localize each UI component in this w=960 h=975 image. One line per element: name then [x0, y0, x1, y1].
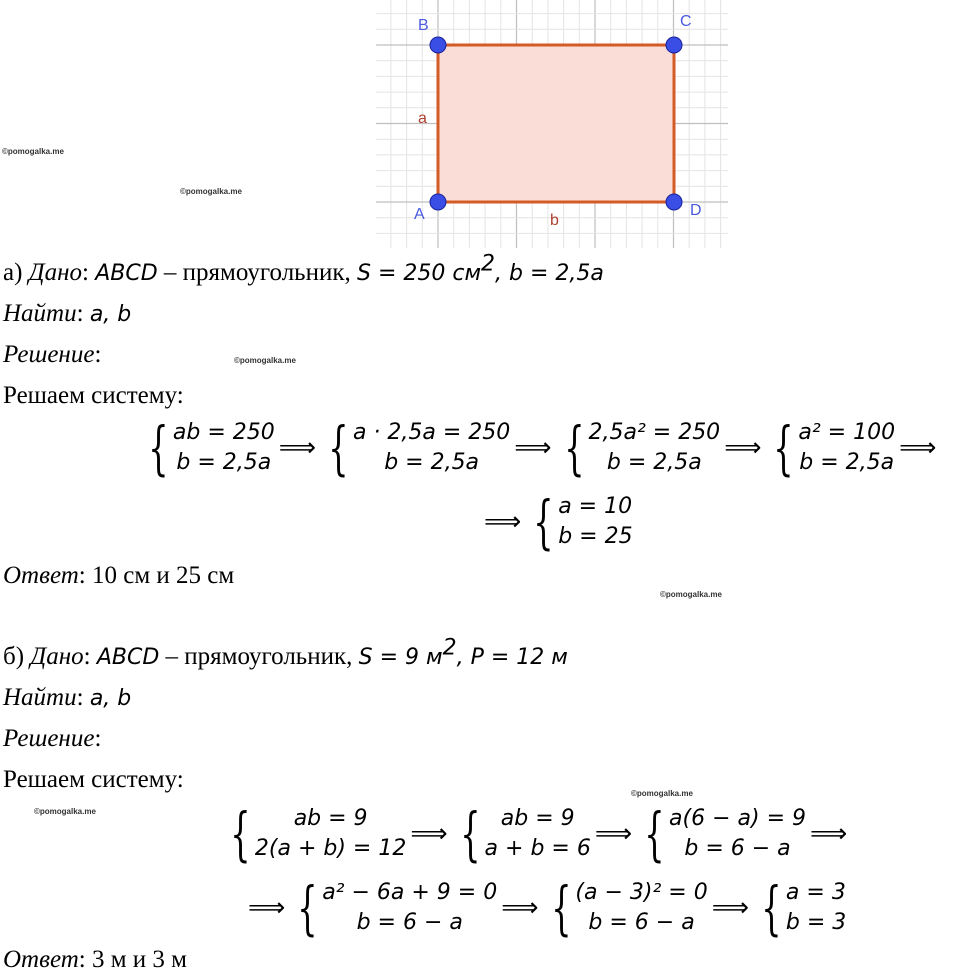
point-a: [430, 194, 446, 210]
part-a-answer: Ответ: 10 см и 25 см: [3, 562, 235, 589]
system: { ab = 250 b = 2,5a: [148, 414, 275, 482]
watermark: ©pomogalka.me: [660, 590, 722, 599]
implies-arrow: ⟹: [484, 507, 522, 537]
part-b-solve-text: Решаем систему:: [3, 766, 184, 793]
implies-arrow: ⟹: [711, 893, 750, 923]
implies-arrow: ⟹: [410, 819, 448, 849]
system: { a = 3 b = 3: [761, 874, 847, 942]
point-c: [666, 37, 682, 53]
watermark: ©pomogalka.me: [34, 807, 96, 816]
implies-arrow: ⟹: [899, 433, 937, 463]
rectangle-figure: [376, 0, 728, 248]
label-side-a: a: [418, 110, 427, 127]
system: { 2,5a² = 250 b = 2,5a: [563, 414, 721, 482]
watermark: ©pomogalka.me: [234, 356, 296, 365]
implies-arrow: ⟹: [810, 819, 848, 849]
implies-arrow: ⟹: [278, 433, 317, 463]
system: { ab = 9 a + b = 6: [459, 800, 591, 868]
label-b-vertex: B: [418, 17, 429, 34]
part-a-find: Найти: a, b: [3, 300, 132, 327]
part-b-solution-label: Решение:: [3, 725, 102, 752]
rectangle-abcd: [438, 45, 674, 202]
implies-arrow: ⟹: [248, 893, 286, 923]
part-a-systems: [140, 414, 940, 482]
system: { a² = 100 b = 2,5a: [773, 414, 896, 482]
implies-arrow: ⟹: [724, 433, 762, 463]
system: { (a − 3)² = 0 b = 6 − a: [550, 874, 708, 942]
point-d: [666, 194, 682, 210]
part-b-systems-row1: [222, 800, 851, 868]
system: { a · 2,5a = 250 b = 2,5a: [328, 414, 511, 482]
implies-arrow: ⟹: [501, 893, 539, 923]
part-b-given: б) Дано: ABCD – прямоугольник, S = 9 $м^2$, P = 12 м: [3, 635, 568, 670]
part-b-answer: Ответ: 3 м и 3 м: [3, 946, 187, 973]
system: { a² − 6a + 9 = 0 b = 6 − a: [297, 874, 498, 942]
label-d-vertex: D: [690, 202, 702, 219]
system: { a(6 − a) = 9 b = 6 − a: [644, 800, 806, 868]
part-b-systems-row2: [244, 874, 847, 942]
part-a-solve-text: Решаем систему:: [3, 382, 184, 409]
system: { ab = 9 2(a + b) = 12: [230, 800, 407, 868]
label-c-vertex: C: [680, 13, 692, 30]
watermark: ©pomogalka.me: [2, 147, 64, 156]
part-a-given: а) Дано: ABCD – прямоугольник, S = 250 $см^2$, b = 2,5a: [3, 251, 604, 286]
part-b-find: Найти: a, b: [3, 684, 132, 711]
watermark: ©pomogalka.me: [180, 187, 242, 196]
implies-arrow: ⟹: [594, 819, 633, 849]
system: { a = 10 b = 25: [533, 488, 633, 556]
implies-arrow: ⟹: [514, 433, 552, 463]
label-a-vertex: A: [414, 206, 425, 223]
part-a-final-system: [480, 488, 633, 556]
label-side-b: b: [550, 212, 559, 229]
part-a-solution-label: Решение:: [3, 341, 102, 368]
point-b: [430, 37, 446, 53]
watermark: ©pomogalka.me: [631, 789, 693, 798]
